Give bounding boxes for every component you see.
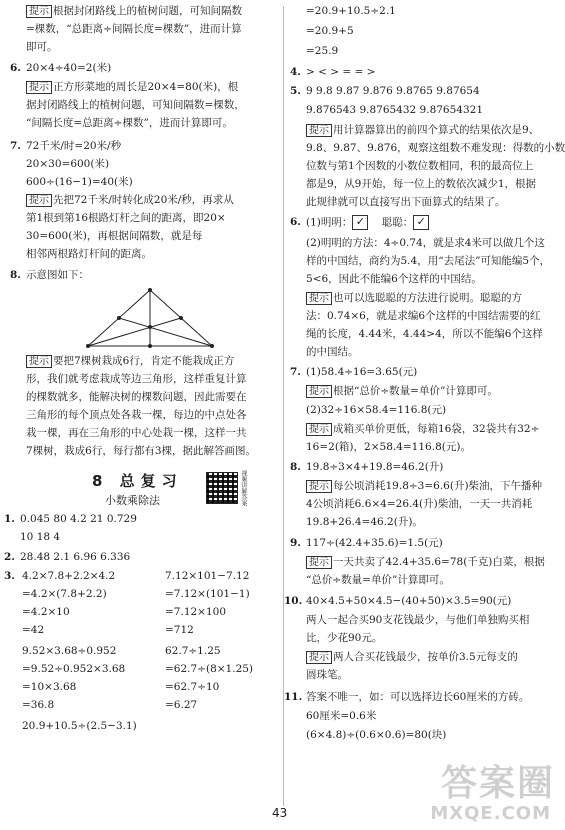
q8-tip-line4: 三角形的每个顶点处各栽一棵，每边的中点处各 xyxy=(26,409,247,421)
tip-label: 提示 xyxy=(306,556,332,569)
q8-tip-line1: 提示 要把7棵树栽成6行，肯定不能栽成正方 xyxy=(26,354,234,368)
r3-c1-l3: =4.2×10 xyxy=(22,606,70,618)
q7-line2: 20×30=600(米) xyxy=(26,158,110,170)
tree-dot xyxy=(148,344,152,348)
q7-part2: (2)32÷16×58.4=116.8(元) xyxy=(306,404,447,416)
q6-tip-line4: 的中国结。 xyxy=(306,346,359,358)
q7-tip-line4: 相邻两根路灯杆间的距离。 xyxy=(26,248,152,260)
q5-tip-line5: 此规律就可以直接写出下面算式的结果了。 xyxy=(306,196,506,208)
q11-line1: 答案不唯一，如：可以选择边长60厘米的方砖。 xyxy=(306,691,530,703)
q10-tip-line2: 圆珠笔。 xyxy=(306,669,348,681)
watermark-text: 答案圈 xyxy=(440,763,555,804)
q5-tip-line4: 都是9，从9开始，每一位上的数依次减少1，根据 xyxy=(306,178,537,190)
q6-body-line2: 样的中国结，商约为5.4，用“去尾法”可知能编5个， xyxy=(306,255,551,267)
watermark-url: MXQE.COM xyxy=(430,803,551,824)
q6-number: 6. xyxy=(10,62,21,74)
tip-label: 提示 xyxy=(306,292,332,305)
q7-tip1: 提示 根据“总价÷数量=单价”计算即可。 xyxy=(306,384,498,398)
q11-number: 11. xyxy=(284,691,303,703)
q11-line2: 60厘米=0.6米 xyxy=(306,710,377,722)
column-divider xyxy=(283,6,284,806)
tip-label: 提示 xyxy=(306,480,332,493)
q7-line1: 72千米/时=20米/秒 xyxy=(26,140,122,152)
q5-tip-line3: 即可。 xyxy=(26,41,58,53)
q6-number: 6. xyxy=(290,216,301,228)
q5-answers-a: 9 9.8 9.87 9.876 9.8765 9.87654 xyxy=(306,85,480,97)
section-title: 8 总复习 xyxy=(92,472,183,490)
r3-last: 20.9+10.5÷(2.5−3.1) xyxy=(22,720,137,732)
q7-tip2-line1: 提示 成箱买单价更低，每箱16袋，32袋共有32÷ xyxy=(306,422,539,436)
page-number: 43 xyxy=(272,806,288,820)
q5-tip-line2: 9.8、9.87、9.876，观察这组数不难发现：得数的小数 xyxy=(306,142,565,154)
top-line2: =20.9+5 xyxy=(306,25,354,37)
q7-tip-line1: 提示 先把72千米/时转化成20米/秒，再求从 xyxy=(26,193,234,207)
q6-header: (1)明明： ✓ 聪聪： ✓ xyxy=(306,215,429,230)
r3-c4-l4: =6.27 xyxy=(165,699,198,711)
r2-number: 2. xyxy=(4,551,15,563)
q9-tip-line2: “总价÷数量=单价”计算即可。 xyxy=(306,574,450,586)
r1-answers-a: 0.045 80 4.2 21 0.729 xyxy=(20,513,137,525)
q6-equation: 20×4÷40=2(米) xyxy=(26,62,112,74)
q8-tip-line5: 栽一棵，再在三角形的中心处栽一棵，这样一共 xyxy=(26,427,247,439)
tree-dot xyxy=(148,288,152,292)
tree-dot xyxy=(210,344,214,348)
r3-c3-l3: =10×3.68 xyxy=(22,681,77,693)
tree-dot xyxy=(179,316,183,320)
q5-tip-line1: 提示 用计算器算出的前四个算式的结果依次是9、 xyxy=(306,123,539,137)
q7-tip-line3: 30=600(米)，再根据间隔数，就是每 xyxy=(26,230,203,242)
q4-answers: > < > = = > xyxy=(306,66,376,78)
q10-tip-line1: 提示 两人合买花钱最少，按单价3.5元每支的 xyxy=(306,650,518,664)
q10-equation: 40×4.5+50×4.5−(40+50)×3.5=90(元) xyxy=(306,595,512,607)
q6-body-line3: 5<6，因此不能编6个这样的中国结。 xyxy=(306,273,482,285)
top-line1: =20.9+10.5÷2.1 xyxy=(306,5,396,17)
q5-tip-line1: 提示 根据封闭路线上的植树问题，可知间隔数 xyxy=(26,4,242,18)
r3-c2-l1: 7.12×101−7.12 xyxy=(165,570,250,582)
r3-c3-l1: 9.52×3.68÷0.952 xyxy=(22,645,117,657)
tip-label: 提示 xyxy=(26,81,52,94)
q6-body-line1: (2)明明的方法：4÷0.74，就是求4米可以做几个这 xyxy=(306,237,545,249)
r3-c2-l2: =7.12×(101−1) xyxy=(165,588,250,600)
q8-number: 8. xyxy=(290,461,301,473)
q7-line3: 600÷(16−1)=40(米) xyxy=(26,176,133,188)
q11-line3: (6×4.8)÷(0.6×0.6)=80(块) xyxy=(306,729,447,741)
q8-tip-line2: 4公顷消耗6.6×4=26.4(升)柴油，一天一共消耗 xyxy=(306,498,533,510)
r1-answers-b: 10 18 4 xyxy=(20,531,61,543)
qr-code-icon[interactable] xyxy=(206,472,238,504)
r3-c1-l1: 4.2×7.8+2.2×4.2 xyxy=(22,570,116,582)
tip-label: 提示 xyxy=(306,385,332,398)
q8-tip-line3: 的棵数就多，能解决树的棵数问题，因此需要在 xyxy=(26,391,247,403)
tip-label: 提示 xyxy=(306,651,332,664)
q9-tip-line1: 提示 一天共卖了42.4+35.6=78(千克)白菜，根据 xyxy=(306,555,545,569)
q10-body-line1: 两人一起合买90支花钱最少，与他们单独购买相 xyxy=(306,614,530,626)
tree-dot xyxy=(148,325,152,329)
r3-c2-l4: =712 xyxy=(165,624,194,636)
q8-tip-line3: 19.8+26.4=46.2(升)。 xyxy=(306,516,423,528)
q10-number: 10. xyxy=(284,595,303,607)
q4-number: 4. xyxy=(290,66,301,78)
r3-c1-l4: =42 xyxy=(22,624,45,636)
tree-dot xyxy=(117,316,121,320)
triangle-diagram xyxy=(80,288,220,348)
tip-label: 提示 xyxy=(26,194,52,207)
q7-number: 7. xyxy=(290,366,301,378)
r3-c2-l3: =7.12×100 xyxy=(165,606,227,618)
q9-number: 9. xyxy=(290,537,301,549)
q6-tip-line3: “间隔长度=总距离÷棵数”，进而计算即可。 xyxy=(26,117,233,129)
section-subtitle: 小数乘除法 xyxy=(105,494,160,507)
q6-tip-line3: 绳的长度，4.44米，4.44>4，所以不能编6个这样 xyxy=(306,328,543,340)
q10-body-line2: 比，少花90元。 xyxy=(306,632,383,644)
tip-label: 提示 xyxy=(26,355,52,368)
r3-number: 3. xyxy=(4,570,15,582)
q7-part1: (1)58.4÷16=3.65(元) xyxy=(306,366,418,378)
q8-text: 示意图如下： xyxy=(26,269,89,281)
r3-c4-l1: 62.7÷1.25 xyxy=(165,645,221,657)
checkbox-checked-icon: ✓ xyxy=(352,215,368,230)
r2-answers: 28.48 2.1 6.96 6.336 xyxy=(20,551,131,563)
r1-number: 1. xyxy=(4,513,15,525)
r3-c3-l2: =9.52÷0.952×3.68 xyxy=(22,663,126,675)
q7-tip-line2: 第1根到第16根路灯杆之间的距离，即20× xyxy=(26,212,226,224)
q6-tip-line2: 据封闭路线上的植树问题，可知间隔数=棵数， xyxy=(26,99,245,111)
tree-dot xyxy=(86,344,90,348)
q5-tip-line3: 位数与第1个因数的小数位数相同，积的最高位上 xyxy=(306,160,534,172)
qr-label: 视频讲解答案 xyxy=(240,470,247,506)
q6-tip-line1: 提示 也可以选聪聪的方法进行说明。聪聪的方 xyxy=(306,291,522,305)
tip-label: 提示 xyxy=(26,5,52,18)
q6-tip-line2: 法：0.74×6，就是求编6个这样的中国结需要的红 xyxy=(306,310,541,322)
q8-number: 8. xyxy=(10,269,21,281)
r3-c4-l3: =62.7÷10 xyxy=(165,681,220,693)
q5-tip-line2: =棵数，“总距离÷间隔长度=棵数”，进而计算 xyxy=(26,23,242,35)
tip-label: 提示 xyxy=(306,124,332,137)
checkbox-checked-icon: ✓ xyxy=(413,215,429,230)
tip-label: 提示 xyxy=(306,423,332,436)
q9-equation: 117÷(42.4+35.6)=1.5(元) xyxy=(306,537,443,549)
top-line3: =25.9 xyxy=(306,45,339,57)
q7-number: 7. xyxy=(10,140,21,152)
q7-tip2-line2: 16=2(箱)，2×58.4=116.8(元)。 xyxy=(306,441,471,453)
r3-c1-l2: =4.2×(7.8+2.2) xyxy=(22,588,107,600)
q5-answers-b: 9.876543 9.8765432 9.87654321 xyxy=(306,104,484,116)
q5-number: 5. xyxy=(290,85,301,97)
q8-tip-line1: 提示 每公顷消耗19.8÷3=6.6(升)柴油，下午播种 xyxy=(306,479,542,493)
r3-c3-l4: =36.8 xyxy=(22,699,55,711)
r3-c4-l2: =62.7÷(8×1.25) xyxy=(165,663,254,675)
q8-tip-line6: 7棵树，栽成6行，每行都有3棵，据此解答画图。 xyxy=(26,445,257,457)
q6-tip-line1: 提示 正方形菜地的周长是20×4=80(米)，根 xyxy=(26,80,238,94)
watermark-logo xyxy=(399,756,559,826)
q8-tip-line2: 形，我们就考虑栽成等边三角形，这样重复计算 xyxy=(26,373,247,385)
q8-equation: 19.8÷3×4+19.8=46.2(升) xyxy=(306,461,444,473)
